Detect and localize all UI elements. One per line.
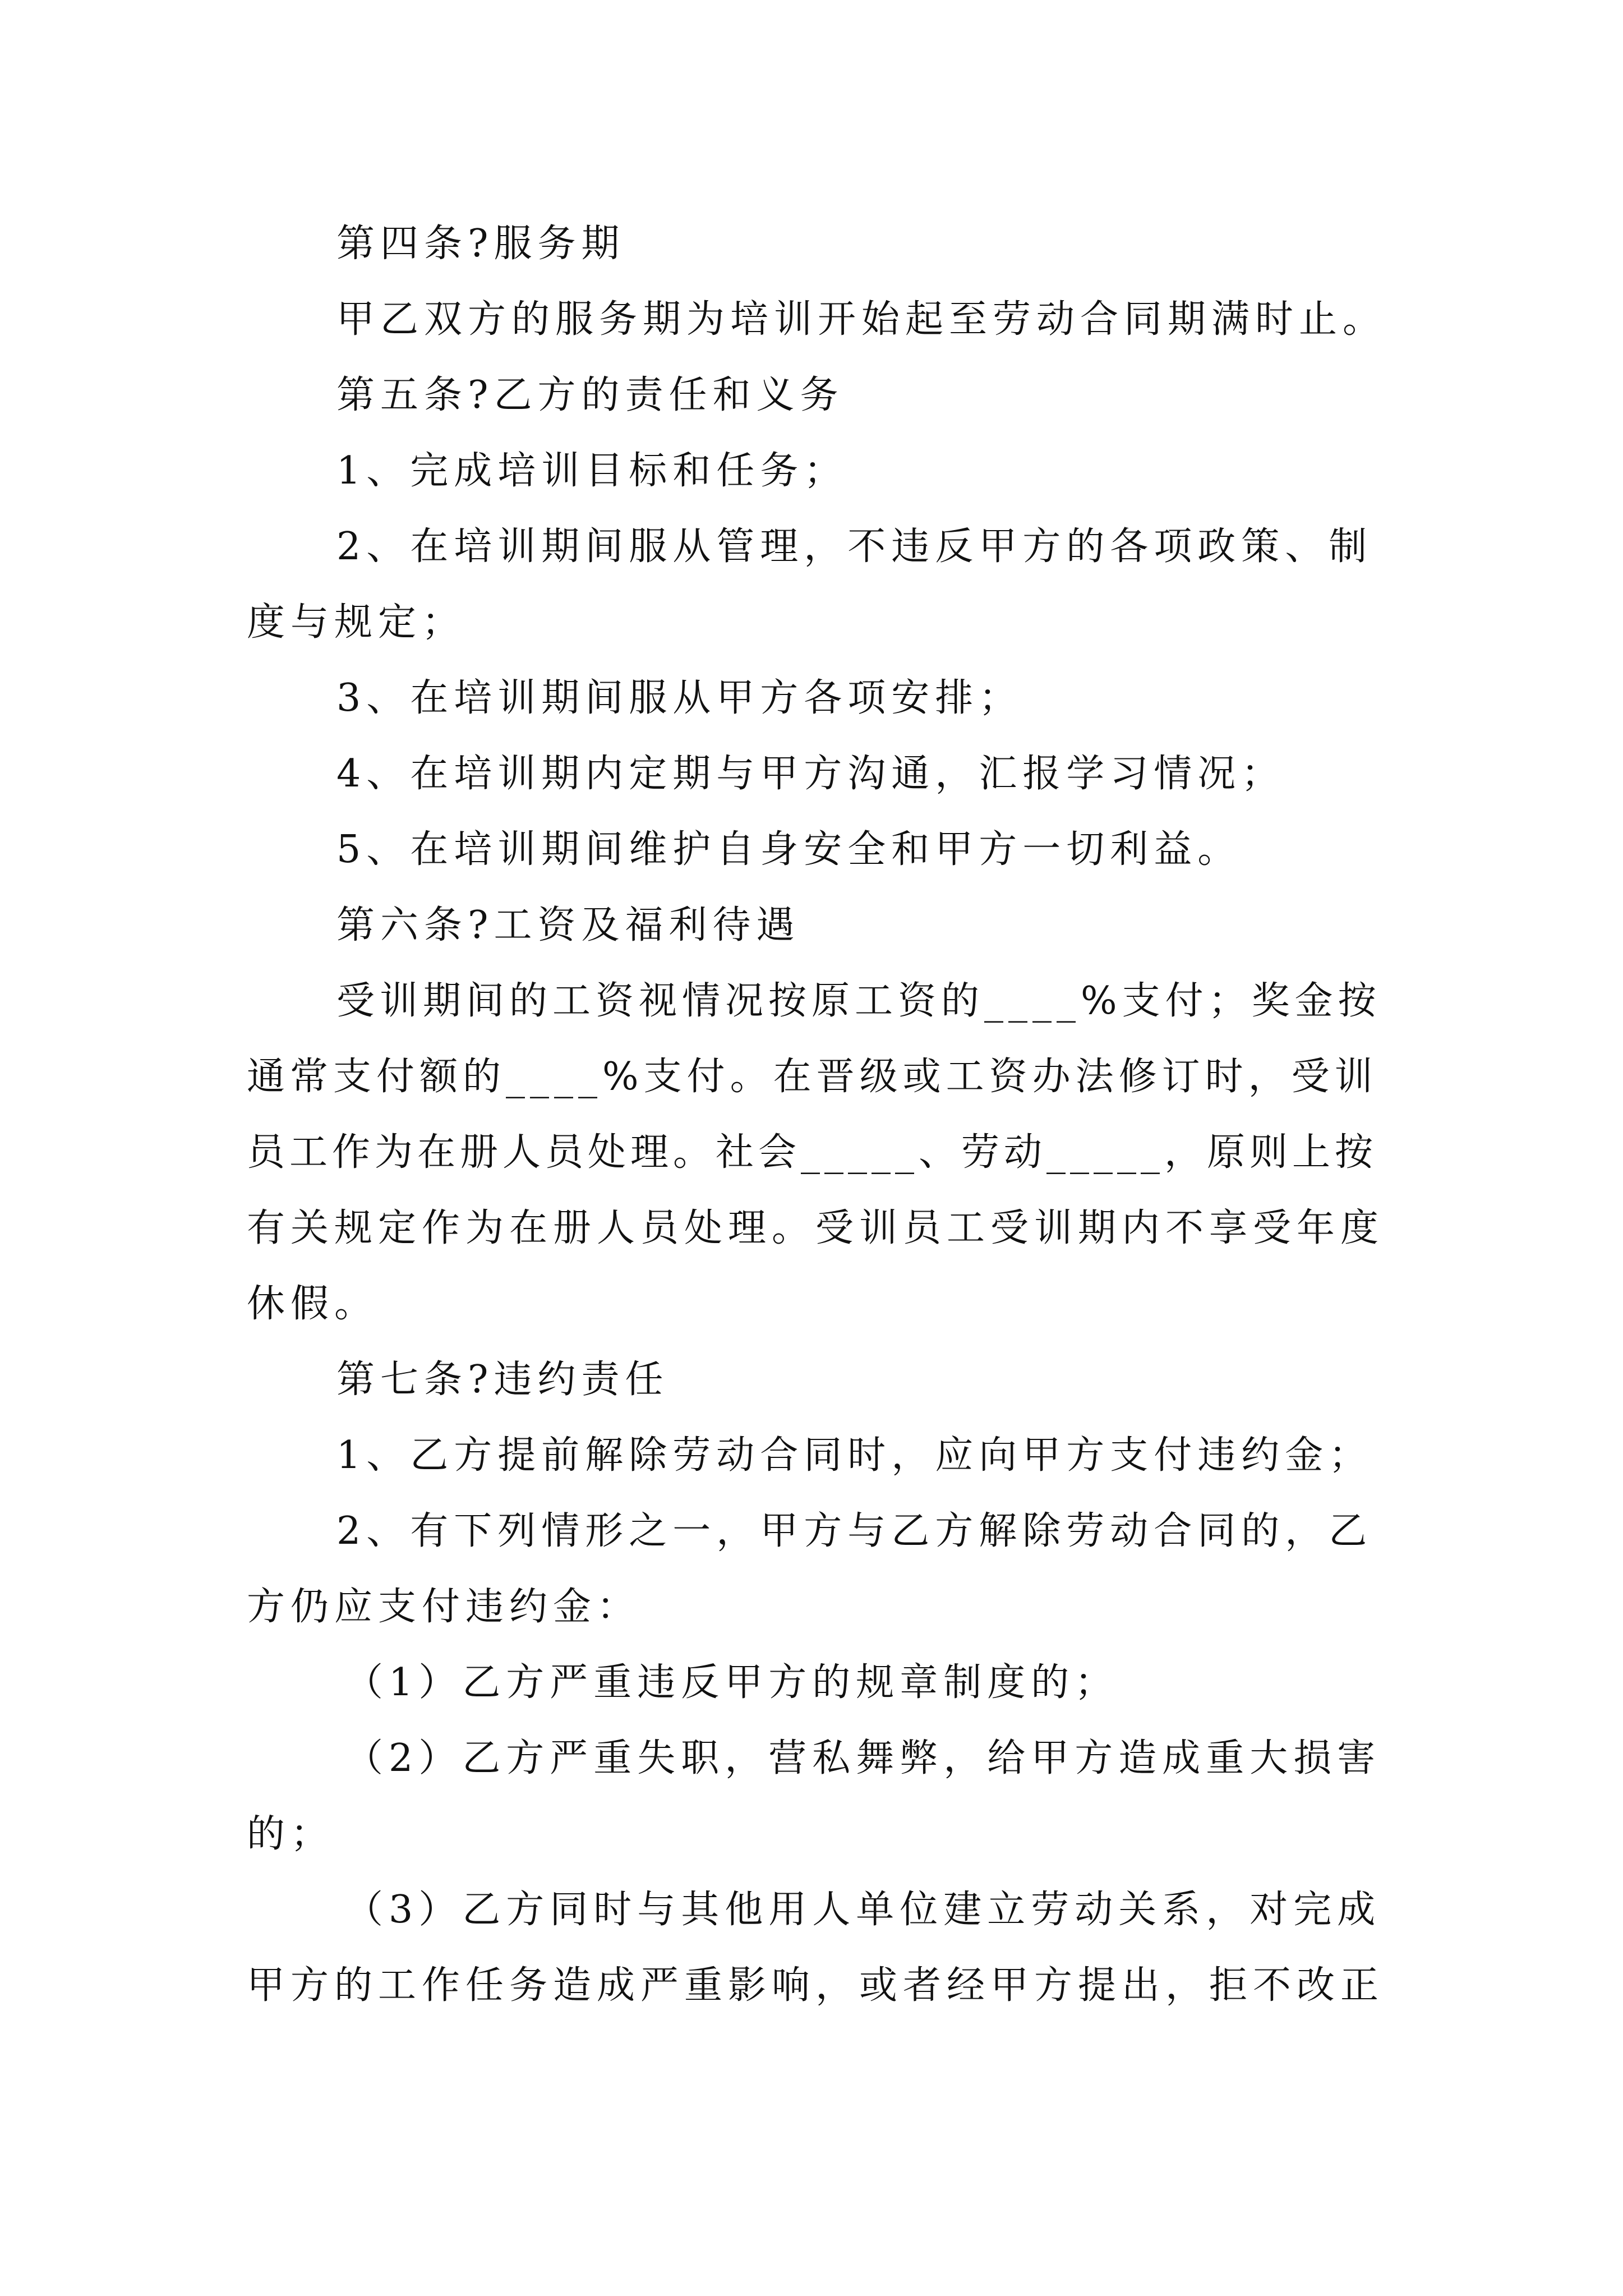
article-7-subitem-2-cont: 的； (247, 1812, 335, 1856)
article-5-item-5: 5、在培训期间维护自身安全和甲方一切利益。 (336, 827, 1242, 872)
article-5-item-4: 4、在培训期内定期与甲方沟通，汇报学习情况； (336, 752, 1285, 796)
article-7-item-2-cont: 方仍应支付违约金： (247, 1585, 641, 1629)
article-5-item-2-cont: 度与规定； (247, 600, 466, 645)
article-5-item-2: 2、在培训期间服从管理，不违反甲方的各项政策、制 (336, 524, 1373, 569)
article-7-heading: 第七条?违约责任 (336, 1358, 669, 1402)
article-4-heading: 第四条?服务期 (336, 222, 625, 266)
article-5-item-1: 1、完成培训目标和任务； (336, 449, 848, 493)
article-7-subitem-2: （2）乙方严重失职，营私舞弊，给甲方造成重大损害 (345, 1736, 1381, 1780)
article-5-item-3: 3、在培训期间服从甲方各项安排； (336, 676, 1023, 720)
article-6-heading: 第六条?工资及福利待遇 (336, 903, 800, 947)
article-6-body-line-3: 员工作为在册人员处理。社会_____、劳动_____，原则上按 (247, 1130, 1378, 1175)
article-6-body-line-1: 受训期间的工资视情况按原工资的____%支付；奖金按 (336, 979, 1381, 1023)
article-5-heading: 第五条?乙方的责任和义务 (336, 373, 844, 417)
article-6-body-line-2: 通常支付额的____%支付。在晋级或工资办法修订时，受训 (247, 1055, 1378, 1099)
article-7-subitem-3: （3）乙方同时与其他用人单位建立劳动关系，对完成 (345, 1888, 1381, 1932)
article-7-item-1: 1、乙方提前解除劳动合同时，应向甲方支付违约金； (336, 1433, 1373, 1478)
article-6-body-line-5: 休假。 (247, 1282, 379, 1326)
article-4-body: 甲乙双方的服务期为培训开始起至劳动合同期满时止。 (336, 297, 1387, 342)
article-6-body-line-4: 有关规定作为在册人员处理。受训员工受训期内不享受年度 (247, 1206, 1385, 1250)
article-7-subitem-3-cont: 甲方的工作任务造成严重影响，或者经甲方提出，拒不改正 (247, 1963, 1385, 2008)
article-7-item-2: 2、有下列情形之一，甲方与乙方解除劳动合同的，乙 (336, 1509, 1373, 1553)
article-7-subitem-1: （1）乙方严重违反甲方的规章制度的； (345, 1660, 1119, 1705)
